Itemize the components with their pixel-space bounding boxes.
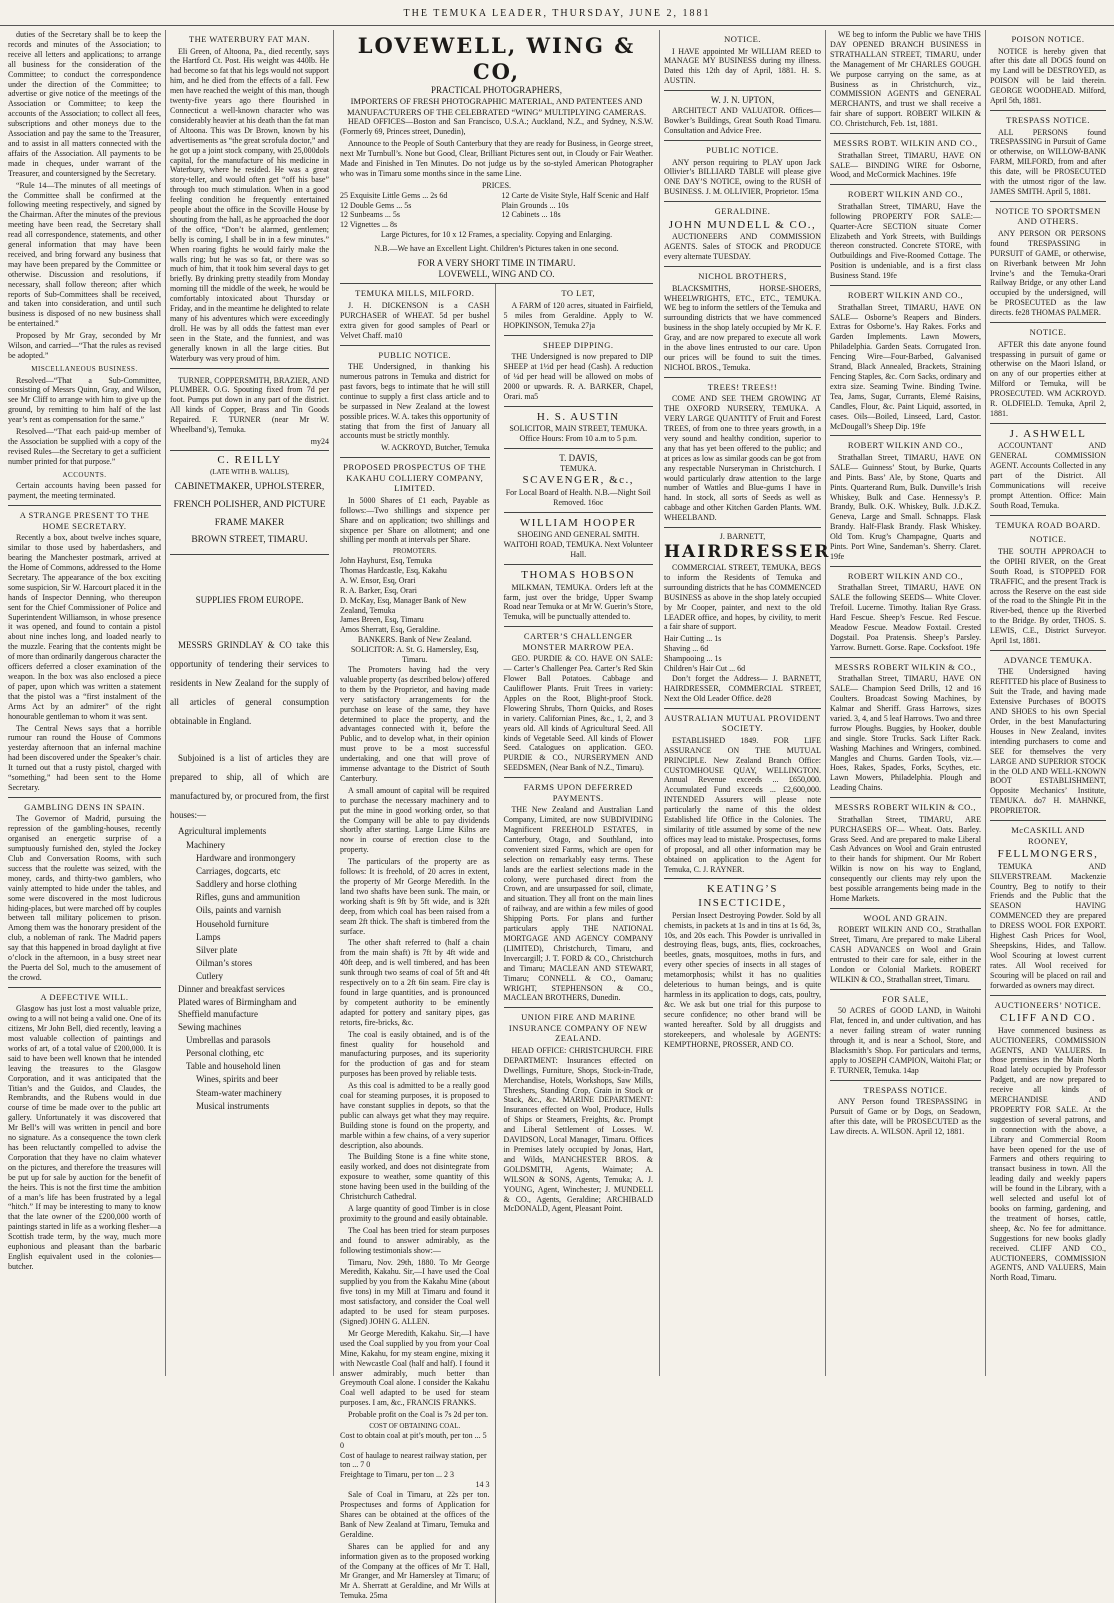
text-paragraph: The Central News says that a horrible rumour ran round the House of Commons yesterday afternoon that an infernal machine had been discovered under the Speaker’s chair. It turned out that a rusty pistol, charged with “something,” had been sent to the Home Secretary. bbox=[8, 723, 161, 792]
ad-text: Shares can be applied for and any information given as to the proposed working of the Company at the offices of Mr T. Hall, Mr Granger, and Mr Hamersley at Timaru; of Mr A. Sherratt at Geraldine, and Mr Wills at Temuka. 25ma bbox=[340, 1541, 490, 1601]
column-3-left bbox=[340, 284, 496, 1603]
ad-text: Strathallan Street, TIMARU, HAVE ON SALE— Champion Seed Drills, 12 and 16 Coulters. Broadcast Sowing Machines, by Kalmar and Sheriff. Grass Harrows, sizes varied. 3, 4, and 5 leaf Harrows. Two and three furrow Ploughs. Buggies, by Hooker, double and single. Store Trucks. Sack Lifter Rack. Washing Machines and Wringers, combined. Mangles and Churns. Garden Tools, viz.—Hoes, Rakes, Spades, Forks, Scythes, etc. Lawn Mowers, Philadelphia. Plough and Leading Chains. bbox=[830, 674, 981, 793]
divider bbox=[664, 201, 821, 202]
ad-text: ANY PERSON OR PERSONS found TRESPASSING in PURSUIT of GAME, or otherwise, on Riverbank between Mr John Irvine’s and the Temuka-Orari Railway Bridge, or any other Land occupied by the undersigned, will be PROSECUTED as the law directs. fe28 THOMAS PALMER. bbox=[990, 228, 1106, 318]
ad-text: A FARM of 120 acres, situated in Fairfield, 5 miles from Geraldine. Apply to W. HOPKINSON, Temuka 27ja bbox=[503, 300, 653, 330]
ad-line: TEMUKA. bbox=[560, 464, 597, 474]
ad-line: Large Pictures, for 10 x 12 Frames, a speciality. Copying and Enlarging. bbox=[380, 230, 613, 240]
ad-text: Don’t forget the Address— J. BARNETT, HAIRDRESSER, COMMERCIAL STREET, Next the Old Leader Office. de28 bbox=[664, 674, 821, 703]
ad-heading: PUBLIC NOTICE. bbox=[706, 145, 779, 156]
list-item: Oilman’s stores bbox=[196, 957, 253, 968]
ad-line: FOR A VERY SHORT TIME IN TIMARU. bbox=[417, 258, 576, 269]
ad-text: MESSRS GRINDLAY & CO take this opportunity of tendering their services to residents in New Zealand for the supply of all articles of general consumption obtainable in England. bbox=[170, 640, 329, 726]
ad-heading: UNION FIRE AND MARINE INSURANCE COMPANY OF NEW ZEALAND. bbox=[508, 1012, 648, 1044]
price-row: Shampooing ... 1s bbox=[664, 654, 722, 664]
column-1 bbox=[4, 30, 166, 1376]
article-heading: A STRANGE PRESENT TO THE HOME SECRETARY. bbox=[19, 510, 150, 531]
ad-title: HAIRDRESSER bbox=[664, 541, 831, 562]
text-paragraph: The Governor of Madrid, pursuing the repression of the gambling-houses, recently organised an energetic surprise of a sumptuously furnished den, styled the Jockey Club and Conversation Rooms, with such success that the roulette was seized, with the money, cards, and thirty-two gamblers, who vainly attempted to hide under the tables, and some were discovered in the most ludicrous hiding-places, but were marched off by couples between tall military policemen to prison. Among them was the honorary president of the club, a nobleman of rank. The Madrid papers say that this happened in broad daylight at five o’clock in the afternoon, in a busy street near the Puerta del Sol, much to the amusement of the crowd. bbox=[8, 814, 161, 982]
divider bbox=[504, 626, 654, 627]
text-paragraph: Proposed by Mr Gray, seconded by Mr Wilson, and carried—“That the rules as revised be adopted.” bbox=[8, 331, 161, 360]
ad-text: THE Undersigned, in thanking his numerous patrons in Temuka and district for past favors, begs to intimate that he will still continue to supply a first class article and to be surpassed in New Zealand at the lowest possible prices. W. A. takes this opportunity of stating that from the first of January all accounts must be strictly monthly. bbox=[340, 362, 490, 441]
ad-text: Probable profit on the Coal is 7s 2d per ton. bbox=[348, 1410, 488, 1420]
ad-heading: W. J. N. UPTON, bbox=[710, 95, 775, 106]
list-item: Steam-water machinery bbox=[196, 1087, 282, 1098]
ad-signature: W. ACKROYD, Butcher, Temuka bbox=[381, 443, 490, 453]
ad-text: ACCOUNTANT AND GENERAL COMMISSION AGENT. Accounts Collected in any part of the District. All Communications will receive prompt Attention. Office: Main South Road, Temuka. bbox=[990, 441, 1106, 510]
ad-heading: MESSRS ROBT. WILKIN AND CO., bbox=[833, 138, 978, 149]
goods-list bbox=[170, 826, 329, 1111]
list-item: Thomas Hardcastle, Esq, Kakahu bbox=[340, 565, 447, 575]
ad-text: I HAVE appointed Mr WILLIAM REED to MANAGE MY BUSINESS during my illness. Dated this 12th day of April, 1881. H. S. AUSTIN. bbox=[664, 46, 821, 86]
divider bbox=[990, 322, 1106, 323]
ad-heading: NOTICE. bbox=[724, 34, 761, 44]
cost-row: Cost of haulage to nearest railway station, per ton ... 7 0 bbox=[340, 1450, 487, 1470]
text-paragraph: Resolved—“That a Sub-Committee, consisting of Messrs Quinn, Gray, and Wilson, see Mr Cliff to arrange with him to give up the ground, by remitting to him half of the last year’s rent as compensation for the same.” bbox=[8, 375, 161, 425]
ad-text: A large quantity of good Timber is in close proximity to the ground and easily obtainable. bbox=[340, 1204, 490, 1223]
ad-text: Strathallan Street, TIMARU, Have the following PROPERTY FOR SALE:— Quarter-Acre SECTION situate Corner Elizabeth and York Streets, with Buildings thereon constructed. Concrete STORE, with Outbuildings and Five-Roomed Cottage. The Position is undeniable, and is a first class Business Stand. 19fe bbox=[830, 201, 981, 281]
divider bbox=[340, 345, 490, 346]
columns bbox=[4, 30, 1110, 1601]
ad-heading: ROBERT WILKIN AND CO., bbox=[847, 189, 964, 200]
section-heading: ACCOUNTS. bbox=[62, 470, 107, 479]
ad-signature: LOVEWELL, WING AND CO. bbox=[438, 269, 555, 280]
ad-text: The coal is easily obtained, and is of the finest quality for household and manufacturing purposes, and its superiority for the production of gas and for steam purposes has been proved by reliable tests. bbox=[340, 1029, 490, 1079]
masthead: THE TEMUKA LEADER, THURSDAY, JUNE 2, 1881 bbox=[0, 4, 1114, 26]
ad-heading: SCAVENGER, &c., bbox=[522, 474, 635, 487]
ad-heading: CARTER’S CHALLENGER MONSTER MARROW PEA. bbox=[522, 631, 635, 652]
price-row: 12 Double Gems ... 5s bbox=[340, 200, 412, 210]
ad-heading: GERALDINE. bbox=[714, 206, 771, 217]
ad-text: SOLICITOR, MAIN STREET, TEMUKA. Office Hours: From 10 a.m to 5 p.m. bbox=[509, 424, 648, 444]
divider bbox=[504, 448, 654, 449]
ad-text: HEAD OFFICE: CHRISTCHURCH. FIRE DEPARTMENT: Insurances effected on Dwellings, Furniture, Shops, Stock-in-Trade, Merchandise, Hotels, Workshops, Saw Mills, Threshers, Standing Crop, Grain in Stock or Stack, &c., &c. MARINE DEPARTMENT: Insurances effected on Wool, Produce, Hulls of Ships or Steamers, Freights, &c. Prompt and Liberal Settlement of Losses. W. DAVIDSON, Local Manager, Timaru. Offices in Premises lately occupied by Jonas, Hart, and Wilds, MANCHESTER BROS. & GOLDSMITH, Agents, Waimate; A. WILSON & SONS, Agents, Temuka; A. J. YOUNG, Agent, Winchester; J. MUNDELL & CO., Agents, Geraldine; ARCHIBALD McDONALD, Agent, Pleasant Point. bbox=[503, 1045, 653, 1214]
ad-text: Strathallan Street, TIMARU, HAVE ON SALE— Guinness’ Stout, by Burke, Quarts and Pints. Bass’ Ale, by Stone, Quarts and Pints. Quarterand Rum, Bulk. Dunville’s Irish Whiskey, Bulk and Case. Hennessy’s P. Brandy, Bulk. O.K. Whiskey, Bulk. J.D.K.Z. Geneva, Large and Small. Schnapps. Flask Brandy. Half-Flask Brandy. Flask Whiskey. Old Tom. Krug’s Champagne, Quarts and Pints. Port Wine, Sandeman’s. Sherry. Claret. 19fe bbox=[830, 452, 981, 561]
list-item: Agricultural implements bbox=[178, 826, 267, 837]
ad-heading: NOTICE. bbox=[1029, 534, 1067, 545]
ad-title: CLIFF AND CO. bbox=[999, 1012, 1097, 1025]
ad-text: The Coal has been tried for steam purposes and found to answer admirably, as the following testimonials show:— bbox=[340, 1225, 490, 1255]
text-paragraph: duties of the Secretary shall be to keep the records and minutes of the Association; to receive all letters and applications; to arrange all business for the consideration of the Committee; to conduct the correspondence under the direction of the Committee; to advertise or give notice of the meetings of the Association or Committee; to keep the accounts of the Association; to collect all fees, subscriptions and other moneys due to the Association and pay the same to the Treasurer, and to assist in all matters connected with the affairs of the Association. All payments to be made in cheques, under warrant of the Treasurer, and countersigned by the Secretary. bbox=[8, 30, 161, 178]
list-item: Umbrellas and parasols bbox=[186, 1034, 271, 1045]
ad-text: SHOEING AND GENERAL SMITH. WAITOHI ROAD, TEMUKA. Next Volunteer Hall. bbox=[503, 530, 653, 560]
ad-text: COME AND SEE THEM GROWING AT THE OXFORD NURSERY, TEMUKA. A VERY LARGE QUANTITY of Fruit and Forest TREES, of from one to three years growth, in a very sound and healthy condition, superior to any that has yet been offered to the public; and at prices as low as similar goods can be got from any respectable Nurseryman in Christchurch. I would particularly draw attention to the large number of Wattles and Blue-gums I have in hand. In stock, all sorts of Seeds as well as cabbage and other Kitchen Garden Plants. WM. WHEELBAND. bbox=[664, 394, 821, 523]
ad-heading: NICHOL BROTHERS, bbox=[698, 271, 787, 282]
ad-line: BANKERS. Bank of New Zealand. bbox=[357, 635, 472, 645]
ad-text: Strathallan Street, TIMARU, HAVE ON SALE— BINDING WIRE for Osborne, Wood, and McCormick Machines. 19fe bbox=[830, 150, 981, 180]
article-heading: A DEFECTIVE WILL. bbox=[40, 991, 129, 1002]
divider bbox=[504, 564, 654, 565]
ad-title: SUPPLIES FROM EUROPE. bbox=[195, 595, 304, 606]
cost-row: Freightage to Timaru, per ton ... 2 3 bbox=[340, 1470, 454, 1480]
divider bbox=[830, 184, 981, 185]
divider bbox=[8, 987, 161, 988]
advertisement-grindlay bbox=[170, 555, 329, 1112]
ad-text: TURNER, COPPERSMITH, BRAZIER, AND PLUMBER. O.G. Spouting fixed from 7d per foot. Pumps put down in any part of the district. All kinds of Copper, Brass and Tin Goods Repaired. F. TURNER (near Mr W. Wheelband’s), Temuka. bbox=[170, 375, 329, 435]
ad-text: A small amount of capital will be required to purchase the necessary machinery and to put the mine in good working order, so that the Company will be able to pay dividends shortly after starting. Large Lime Kilns are now in course of erection close to the property. bbox=[340, 785, 490, 855]
divider bbox=[8, 797, 161, 798]
list-item: Lamps bbox=[196, 931, 221, 942]
divider bbox=[830, 989, 981, 990]
column-6 bbox=[986, 30, 1110, 1376]
divider bbox=[664, 377, 821, 378]
divider bbox=[664, 878, 821, 879]
article-heading: GAMBLING DENS IN SPAIN. bbox=[24, 801, 145, 812]
list-item: Amos Sherratt, Esq, Geraldine. bbox=[340, 625, 440, 635]
ad-text: TEMUKA AND SILVERSTREAM. Mackenzie Country, Beg to notify to their Friends and the Public that the SEASON HAVING COMMENCED they are prepared to DRESS WOOL FOR EXPORT. Highest Cash Prices for Wool, Sheepskins, Hides, and Tallow. Wool Scouring at lowest current rates. All Wool received for Scouring will be placed on rail and forwarded as owners may direct. bbox=[990, 861, 1106, 990]
ad-heading: FARMS UPON DEFERRED PAYMENTS. bbox=[523, 782, 633, 803]
text-paragraph: Glasgow has just lost a most valuable prize, owing to a will not being a valid one. One of its citizens, Mr John Bell, died recently, leaving a most valuable collection of paintings and works of art, of a total value of £200,000. It is said to have been well known that he intended leaving the treasures to the Glasgow Corporation, and it was anticipated that the Titian’s and the Guidos, and Claudes, the Rembrandts, and the Rubens would in due course of time be made over to the public art gallery. Unfortunately it was discovered that Mr Bell’s will was written in pencil and bore no signature. As a consequence the town clerk has been reluctantly compelled to advise the Corporation that they have no claim whatever on the pictures, and therefore the treasures will be put up for sale by auction for the benefit of the heirs. This is not the first time the ambition of a man’s life has been frustrated by a legal “hitch.” If may be interesting to many to know that the late owner of the £200,000 worth of paintings started in life as a working flesher—a Scottish trade term, by the way, much more euphonious and pleasant than the barbaric English equivalent used in the colonies—butcher. bbox=[8, 1004, 161, 1271]
ad-text: GEO. PURDIE & CO. HAVE ON SALE:— Carter’s Challenger Pea. Carter’s Red Skin Flower Ball Potatoes. Cabbage and Cauliflower Plants. Fruit Trees in variety: Apples on the Root, Blight-proof Stock. Flowering Shrubs, Thorn Quicks, and Roses in variety. Californian Pines, &c., 1, 2, and 3 years old. All kinds of Agricultural Seed. All kinds of Vegetable Seed. All kinds of Flower Seed. Catalogues on application. GEO. PURDIE & CO., NURSERYMEN AND SEEDSMEN, (Near Bank of N.Z., Timaru). bbox=[503, 654, 653, 773]
list-item: Personal clothing, etc bbox=[186, 1048, 264, 1059]
divider bbox=[990, 515, 1106, 516]
list-item: Dinner and breakfast services bbox=[178, 984, 285, 995]
ad-title: FELLMONGERS, bbox=[997, 848, 1099, 861]
ad-line: BROWN STREET, TIMARU. bbox=[191, 535, 308, 546]
column-5 bbox=[826, 30, 986, 1376]
list-item: Carriages, dogcarts, etc bbox=[196, 865, 281, 876]
ad-heading: J. BARNETT, bbox=[719, 532, 766, 542]
divider bbox=[504, 1007, 654, 1008]
ad-heading: TREES! TREES!! bbox=[707, 381, 778, 392]
divider bbox=[990, 201, 1106, 202]
ad-text: Announce to the People of South Canterbury that they are ready for Business, in George street, next Mr Turnbull’s. None but Good, Clear, Brilliant Pictures sent out, in Cloudy or Fair Weather. Made and Finished in Ten Minutes. Do not judge us by the so-styled American Photographer who was in Timaru some months since in the same Line. bbox=[340, 139, 653, 178]
ad-heading: NOTICE TO SPORTSMEN AND OTHERS. bbox=[995, 205, 1101, 227]
divider bbox=[504, 777, 654, 778]
divider bbox=[830, 797, 981, 798]
divider bbox=[830, 285, 981, 286]
price-row: 12 Sunbeams ... 5s bbox=[340, 210, 400, 220]
price-row: Children’s Hair Cut ... 6d bbox=[664, 664, 746, 674]
ad-text: Strathallan Street, TIMARU, HAVE ON SALE— Osborne’s Reapers and Binders. Extras for Osborne’s. Hay Rakes. Forks and Garden Implements. Lawn Mowers, Philadelphia. Garden Seats. Corrugated Iron. Fencing Wire—Four-Barbed, Galvanised Strand, Black Annealed, Brackets, Straining Fencing Staples, &c. Corn Sacks, ordinary and extra size. Seaming Twine. Binding Twine. Tea, Jams, Sugar, Currants, Elemé Raisins, Candles, Flour, &c. Paint Liquid, assorted, in cases. Oils—Boiled, Linseed, Lard, Castor. McDougall’s Sheep Dip. 19fe bbox=[830, 302, 981, 431]
ad-text: The Promoters having had the very valuable property (as described below) offered to them by the Proprietor, and having made very satisfactory arrangements for the purchase on lease of the same, they have determined to place the property, and the advantages connected with it, before the Public, and to develop what, in their opinion must prove to be a most successful undertaking, and one that will prove of immense advantage to the District of South Canterbury. bbox=[340, 664, 490, 783]
divider bbox=[664, 527, 821, 528]
ad-heading: TO LET, bbox=[561, 288, 596, 299]
divider bbox=[504, 335, 654, 336]
ad-heading: POISON NOTICE. bbox=[1011, 34, 1085, 44]
divider bbox=[8, 505, 161, 506]
ad-line: CABINETMAKER, UPHOLSTERER, bbox=[174, 482, 325, 493]
list-item: R. A. Barker, Esq, Orari bbox=[340, 585, 417, 595]
list-item: Oils, paints and varnish bbox=[196, 905, 281, 916]
divider bbox=[664, 708, 821, 709]
ad-heading: J. ASHWELL bbox=[1009, 427, 1087, 440]
list-item: Household furniture bbox=[196, 918, 269, 929]
ad-text: J. H. DICKENSON is a CASH PURCHASER of WHEAT. 5d per bushel extra given for good samples of Pearl or Velvet Chaff. ma10 bbox=[340, 300, 490, 340]
list-item: Cutlery bbox=[196, 971, 223, 982]
list-item: Plated wares of Birmingham and Sheffield manufacture bbox=[178, 997, 297, 1019]
ad-text: ALL PERSONS found TRESPASSING in Pursuit of Game or otherwise, on WILLOW-BANK FARM, MILFORD, from and after this date, will be PROSECUTED with the utmost rigor of the law. JAMES SMITH. April 5, 1881. bbox=[990, 127, 1106, 196]
list-item: Table and household linen bbox=[186, 1061, 281, 1072]
ad-heading: AUSTRALIAN MUTUAL PROVIDENT SOCIETY. bbox=[664, 712, 821, 734]
ad-heading: PUBLIC NOTICE. bbox=[378, 349, 452, 360]
ad-text: AUCTIONEERS AND COMMISSION AGENTS. Sales of STOCK and PRODUCE every alternate TUESDAY. bbox=[664, 232, 821, 262]
ad-heading: WOOL AND GRAIN. bbox=[863, 912, 948, 923]
text-paragraph: Certain accounts having been passed for payment, the meeting terminated. bbox=[8, 481, 161, 501]
ad-line: FRENCH POLISHER, AND PICTURE bbox=[173, 499, 326, 510]
ad-heading: MESSRS ROBERT WILKIN & CO., bbox=[834, 802, 977, 813]
ad-text: Persian Insect Destroying Powder. Sold by all chemists, in packets at 1s and in tins at 1s 6d, 3s, 10s, and 20s each. This Powder is unrivalled in destroying fleas, bugs, ants, flies, cockroaches, beetles, gnats, mosquitoes, moths in furs, and every other species of insects in all stages of metamorphosis; whilst it has no qualities deleterious to human beings, and is quite harmless in its application to dogs, cats, poultry, &c. We ask but one trial for this purpose to secure confidence; no other brand will be wanted hereafter. Sold by all druggists and storekeepers, and wholesale by AGENTS: KEMPTHORNE, PROSSER, AND CO. bbox=[664, 910, 821, 1049]
ad-text: ANY person requiring to PLAY upon Jack Ollivier’s BILLIARD TABLE will please give ONE DAY’S NOTICE, owing to the RUSH of BUSINESS. J. M. OLLIVIER, Proprietor. 15ma bbox=[664, 157, 821, 197]
ad-text: THE Undersigned having REFITTED his place of Business to Suit the Trade, and having made Extensive Purchases of BOOTS AND SHOES to his own Special Order, in the best Manufacturing Houses in New Zealand, invites intending purchasers to come and SEE for themselves the very LARGE AND SUPERIOR STOCK in the OLD AND WELL-KNOWN BOOT ESTABLISHMENT, Opposite Mechanics’ Institute, TEMUKA. do7 H. MAHNKE, PROPRIETOR. bbox=[990, 667, 1106, 816]
divider bbox=[504, 512, 654, 513]
list-item: A. W. Ensor, Esq, Orari bbox=[340, 575, 416, 585]
divider bbox=[830, 566, 981, 567]
divider bbox=[664, 140, 821, 141]
cost-row: Cost to obtain coal at pit’s mouth, per ton ... 5 0 bbox=[340, 1430, 487, 1450]
cost-total: 14 3 bbox=[475, 1480, 490, 1490]
ad-text: ARCHITECT AND VALUATOR. Offices—Bowker’s Buildings, Great South Road Timaru. Consultation and Advice Free. bbox=[664, 106, 821, 136]
ad-heading: JOHN MUNDELL & CO., bbox=[668, 218, 817, 231]
price-col-left bbox=[340, 191, 492, 231]
list-item: John Hayhurst, Esq, Temuka bbox=[340, 556, 432, 566]
ad-heading: TEMUKA ROAD BOARD. bbox=[995, 519, 1101, 530]
price-row: 12 Vignettes ... 8s bbox=[340, 220, 398, 230]
ad-heading: TRESPASS NOTICE. bbox=[863, 1084, 948, 1095]
text-paragraph: “Rule 14—The minutes of all meetings of the Committee shall be confirmed at the following meeting respectively, and signed by the Chairman. After the minutes of the previous meeting have been read, the Secretary shall read all correspondence, statements, and other general information that may have been received, and bring forward any business that may have been prepared by the Committee or otherwise. Discussion and resolutions, if necessary, shall follow thereon; after which reports of Sub-Committees shall be received, and taken into consideration, and until such business is disposed of no new business shall be entertained.” bbox=[8, 180, 161, 329]
price-list bbox=[664, 634, 821, 674]
list-item: D. McKay, Esq, Manager Bank of New Zealand, Temuka bbox=[340, 595, 467, 615]
ad-text: THE New Zealand and Australian Land Company, Limited, are now SUBDIVIDING Magnificent FREEHOLD ESTATES, in Canterbury, Otago, and Southland, into convenient sized Farms, which are open for selection on remarkably easy terms. These lands are the earliest selections made in the colony, were purchased direct from the Crown, and are unsurpassed for soil, climate, and situation. They all front on the main lines of railway, and are within a few miles of good Shipping Ports. For plans and further particulars apply THE NATIONAL MORTGAGE AND AGENCY COMPANY (LIMITED), Christchurch, Timaru, and Invercargill; J. T. FORD & CO., Christchurch and Timaru; MACLEAN AND STEWART, Timaru; CONNELL & CO., Oamaru; WRIGHT, STEPHENSON & CO., MACLEAN BROTHERS, Dunedin. bbox=[503, 805, 653, 1003]
ad-line: (LATE WITH B. WALLIS), bbox=[210, 467, 289, 476]
ad-heading: KEATING’S INSECTICIDE, bbox=[698, 883, 787, 910]
ad-heading: WILLIAM HOOPER bbox=[519, 516, 637, 529]
ad-text: The particulars of the property are as follows: It is freehold, of 20 acres in extent, the property of Mr George Meredith. In the land two shafts have been sunk. The main, or working shaft is 9ft by 5ft wide, and is 32ft deep, from which coal has been raised from a seam 2ft thick. The shaft is timbered from the surface. bbox=[340, 857, 490, 936]
ad-subtitle: IMPORTERS OF FRESH PHOTOGRAPHIC MATERIAL, AND PATENTEES AND MANUFACTURERS OF THE CELEBRATED “WING” MULTIPLYING CAMERAS. bbox=[346, 96, 647, 117]
divider bbox=[990, 110, 1106, 111]
promoter-list bbox=[340, 556, 490, 635]
ad-heading: PROPOSED PROSPECTUS OF THE KAKAHU COLLIERY COMPANY, LIMITED. bbox=[343, 462, 487, 494]
divider bbox=[830, 657, 981, 658]
list-item: Sewing machines bbox=[178, 1021, 242, 1032]
divider bbox=[990, 995, 1106, 996]
ad-subtitle: PRACTICAL PHOTOGRAPHERS, bbox=[430, 85, 563, 96]
list-item: Wines, spirits and beer bbox=[196, 1074, 279, 1085]
advertisement-turner bbox=[170, 373, 329, 451]
ad-heading: ROBERT WILKIN AND CO., bbox=[847, 290, 964, 301]
column-4 bbox=[660, 30, 831, 1376]
ad-heading: NOTICE. bbox=[1029, 327, 1067, 338]
ad-text: The Building Stone is a fine white stone, easily worked, and does not disintegrate from exposure to weather, some quantity of this stone having been used in the building of the Christchurch Cathedral. bbox=[340, 1152, 490, 1202]
divider bbox=[990, 650, 1106, 651]
list-item: Silver plate bbox=[196, 944, 238, 955]
column-2 bbox=[166, 30, 334, 1376]
ad-heading: THOMAS HOBSON bbox=[521, 568, 636, 581]
price-row: 12 Carte de Visite Style, Half Scenic and Half Plain Grounds ... 10s bbox=[501, 190, 649, 210]
article-heading: THE WATERBURY FAT MAN. bbox=[188, 34, 311, 44]
list-item: Musical instruments bbox=[196, 1100, 270, 1111]
ad-text: ROBERT WILKIN AND CO., Strathallan Street, Timaru, Are prepared to make Liberal CASH ADVANCES on Wool and Grain entrusted to their care for sale, either in the London or Colonial Markets. ROBERT WILKIN & CO., Strathallan street, Timaru. bbox=[830, 925, 981, 984]
ad-text: ANY Person found TRESPASSING in Pursuit of Game or by Dogs, on Seadown, after this date, will be PROSECUTED as the Law directs. A. WILSON. April 12, 1881. bbox=[830, 1097, 981, 1136]
divider bbox=[830, 1080, 981, 1081]
column-3-right bbox=[504, 284, 654, 1603]
ad-text: For Local Board of Health. N.B.—Night Soil Removed. 16oc bbox=[505, 487, 651, 507]
ad-text: Timaru, Nov. 29th, 1880. To Mr George Meredith, Kakahu. Sir,—I have used the Coal supplied by you from the Kakahu Mine (about five tons) in my Mill at Timaru and found it most satisfactory, and consider the Coal well adapted to be used for steam purposes. (Signed) JOHN G. ALLEN. bbox=[340, 1257, 490, 1326]
divider bbox=[830, 908, 981, 909]
ad-heading: ADVANCE TEMUKA. bbox=[1003, 654, 1093, 665]
list-item: Saddlery and horse clothing bbox=[196, 879, 297, 890]
ad-text: Strathallan Street, TIMARU, HAVE ON SALE the following SEEDS— White Clover. Trefoil. Lucerne. Timothy. Italian Rye Grass. Hard Fescue. Sheep’s Fescue. Red Fescue. Meadow Fescue. Meadow Foxtail. Crested Dogstail. Poa Pratensis. Sheep’s Parsley. Yarrow. Burnett. Gorse. Rape. Cocksfoot. 19fe bbox=[830, 583, 981, 652]
ad-text: In 5000 Shares of £1 each, Payable as follows:—Two shillings and sixpence per Share and on application; two shillings and sixpence per Share on allotment; and one shilling per month at intervals per Share. bbox=[340, 495, 490, 545]
ad-subheading: PROMOTERS. bbox=[392, 547, 437, 556]
ad-heading: ROBERT WILKIN AND CO., bbox=[847, 440, 964, 451]
advertisement-reilly bbox=[170, 451, 329, 555]
divider bbox=[830, 435, 981, 436]
ad-text: HEAD OFFICES—Boston and San Francisco, U.S.A.; Auckland, N.Z., and Sydney, N.S.W. (Formerly 69, Princes street, Dunedin), bbox=[340, 117, 653, 137]
ad-subheading: COST OF OBTAINING COAL. bbox=[369, 1422, 461, 1431]
ad-text: THE Undersigned is now prepared to DIP SHEEP at 1½d per head (Cash). A reduction of ¼d per head will be allowed on mobs of 2000 or upwards. R. A. BARKER, Chapel, Orari. ma5 bbox=[503, 352, 653, 401]
prices-heading: PRICES. bbox=[481, 180, 512, 190]
divider bbox=[664, 266, 821, 267]
divider bbox=[340, 457, 490, 458]
ad-text: MILKMAN, TEMUKA. Orders left at the farm, just over the bridge, Upper Swamp Road near Temuka or at Mr W. Guerin’s Store, Temuka, will be punctually attended to. bbox=[503, 582, 653, 622]
ad-text: As this coal is admitted to be a really good coal for steaming purposes, it is proposed to have constant supplies in depots, so that the public can always get what they may require. Building stone is found on the property, and marble within a few chains, of a very superior description, also abounds. bbox=[340, 1081, 490, 1150]
price-row: 12 Cabinets ... 18s bbox=[501, 210, 561, 220]
ad-heading: H. S. AUSTIN bbox=[536, 410, 620, 423]
ad-line: FRAME MAKER bbox=[214, 517, 285, 528]
ad-line: SOLICITOR: A. St. G. Hamersley, Esq, Timaru. bbox=[350, 645, 479, 665]
price-col-right bbox=[502, 191, 654, 231]
divider bbox=[504, 406, 654, 407]
price-row: Shaving ... 6d bbox=[664, 644, 709, 654]
advertisement-lovewell-wing bbox=[340, 30, 653, 284]
list-item: Rifles, guns and ammunition bbox=[196, 892, 300, 903]
list-item: James Breen, Esq, Timaru bbox=[340, 615, 424, 625]
section-heading: MISCELLANEOUS BUSINESS. bbox=[31, 364, 138, 373]
ad-text: THE SOUTH APPROACH to the OPIHI RIVER, on the Great South Road, is STOPPED FOR TRAFFIC, and the present Track is across the Reserve on the east side of the road to the Shingle Pit in the River-bed, thence up the Riverbed to the Bridge. By order, THOS. S. LEWIS, C.E., District Surveyor. April 1st, 1881. bbox=[990, 546, 1106, 646]
ad-heading: SHEEP DIPPING. bbox=[543, 339, 614, 350]
ad-text: ESTABLISHED 1849. FOR LIFE ASSURANCE ON THE MUTUAL PRINCIPLE. New Zealand Branch Office: CUSTOMHOUSE QUAY, WELLINGTON. Annual Revenue exceeds ... £650,000. Accumulated Fund exceeds ... £2,600,000. INTENDED Assurers will please note particularly the name of this the oldest Established life Office in the Colonies. The similarity of title assumed by some of the new offices may lead to mistake. Prospectuses, forms of proposal, and all other information may be obtained on application to the Agent for Temuka, C. J. RAYNER. bbox=[664, 735, 821, 874]
ad-text: Have commenced business as AUCTIONEERS, COMMISSION AGENTS, AND VALUERS. In those premises in the Main North Road lately occupied by Professor Padgett, and are now prepared to receive all kinds of MERCHANDISE AND PROPERTY FOR SALE. At the suggestion of several patrons, and in connection with the above, a Library and Commercial Room have been opened for the use of Farmers and others requiring to transact business in town. All the leading daily and weekly papers will be found in the Library, with a well selected and useful lot of books on farming, gardening, and the treatment of horses, cattle, sheep, &c. No fee for admittance. Suggestions for new books gladly received. CLIFF AND CO., AUCTIONEERS, COMMISSION AGENTS, AND VALUERS, Main North Road, Timaru. bbox=[990, 1025, 1106, 1283]
ad-title: C. REILLY bbox=[217, 453, 282, 466]
ad-text: The other shaft referred to (half a chain from the main shaft) is 7ft by 4ft wide and 40ft deep, and is well timbered, and has been sunk through two seams of coal of 5ft and 4ft respectively on to a 2ft 6in seam. Fire clay is found in large quantities, and is pronounced by competent authority to be eminently adapted for pottery and sanitary pipes, gas retorts, fire-bricks, &c. bbox=[340, 938, 490, 1027]
ad-heading: TRESPASS NOTICE. bbox=[1006, 114, 1090, 125]
ad-text: NOTICE is hereby given that after this date all DOGS found on my Land will be DESTROYED, as POISON will be laid therein. GEORGE WOODHEAD. Milford, April 5th, 1881. bbox=[990, 46, 1106, 106]
ad-heading: TEMUKA MILLS, MILFORD. bbox=[355, 288, 475, 299]
ad-text: Sale of Coal in Timaru, at 22s per ton. Prospectuses and forms of Application for Shares can be obtained at the offices of the Bank of New Zealand at Timaru, Temuka and Geraldine. bbox=[340, 1490, 490, 1539]
price-row: 25 Exquisite Little Gems ... 2s 6d bbox=[340, 190, 448, 200]
ad-text: 50 ACRES of GOOD LAND, in Waitohi Flat, fenced in, and under cultivation, and has a never failing stream of water running through it, and is near a School, Store, and Blacksmith’s Shop. For particulars and terms, apply to JOSEPH CAMPION, Waitohi Flat; or F. TURNER, Temuka. 14ap bbox=[830, 1006, 981, 1075]
divider bbox=[664, 90, 821, 91]
column-3-split bbox=[340, 284, 653, 1603]
text-paragraph: Eli Green, of Altoona, Pa., died recently, says the Hartford Ct. Post. His weight was 440lb. He had become so fat that his legs would not support him, and he died from the effects of a fall. Few men have reached the weight of this man, though twenty-five years ago there flourished in Connecticut a well-known character who was considerably heavier at his death than the fat man of Altoona. This was Dr Brown, known by his advertisements as “the great scrofula doctor,” and he got up a joint stock company, with 25,000dols capital, for the manufacture of his medicine in Waterbury, where he resided. He was a great story-teller, and would often get “off his base” through too much stimulation. When in a good feeling condition he frequently entertained people about the office in the Scoville House by shouting from the hall, as he approached the door of the office, “Don’t be alarmed, gentlemen; belly is coming, I shall be in in a few minutes.” When roaring fights he would fairly make the walls ring; but he was so fat, or there was so much of him, that it took him several days to get briefly. By drinking pretty steadily from Monday morning till the middle of the week, he would be comfortably intoxicated about Thursday or Friday, and in the meantime he delighted to relate many of his adventures which were exceedingly droll. He was by all odds the fattest man ever seen in the State, and the funniest, and was generally known in all the large cities. But Waterbury was very proud of him. bbox=[170, 46, 329, 363]
text-paragraph: Recently a box, about twelve inches square, similar to those used by haberdashers, and bearing the Manchester postmark, arrived at the Home of Commons, addressed to the Home Secretary. The appearance of the box exciting some suspicion, Sir W. Harcourt placed it in the hands of Inspector Denning, who thereupon sent for the Chief Commissioner of Police and Superintendent Williamson, in whose presence it was opened, and found to contain a pistol about nine inches long, and loaded nearly to the muzzle. Fearing that the contents might be of more than ordinarily dangerous character the officers deferred a closer examination of the weapon. In the box was also enclosed a piece of paper, upon which was written a statement that the pistol was a “first instalment of the Arms Act by an admirer” of the right honourable gentleman to whom it was sent. bbox=[8, 533, 161, 721]
ad-text: BLACKSMITHS, HORSE-SHOERS, WHEELWRIGHTS, ETC., ETC., TEMUKA. WE beg to inform the settlers of the Temuka and surrounding districts that we have commenced business in the shop lately occupied by Mr K. F. Gray, and are now prepared to execute all work in the above lines entrusted to our care. Upon our prices will be found to suit the times. NICHOL BROS., Temuka. bbox=[664, 283, 821, 372]
ad-text: AFTER this date anyone found trespassing in pursuit of game or otherwise on the Maori Island, or on any of our properties either at Milford or Temuka, will be PROSECUTED. WM ACKROYD. R. OLDFIELD. Temuka, April 2, 1881. bbox=[990, 339, 1106, 418]
ad-text: WE beg to inform the Public we have THIS DAY OPENED BRANCH BUSINESS in STRATHALLAN STREET, TIMARU, under the Management of Mr CHARLES GOUGH. We purpose carrying on the same, as at Business as in Christchurch, viz., COMMISSION AGENTS and GENERAL MERCHANTS, and trust we shall receive a fair share of support. ROBERT WILKIN & CO. Christchurch, Feb. 1st, 1881. bbox=[830, 30, 981, 129]
ad-heading: MESSRS ROBERT WILKIN & CO., bbox=[834, 661, 977, 672]
price-table bbox=[340, 191, 653, 231]
ad-heading: T. DAVIS, bbox=[559, 453, 598, 464]
ad-code: my24 bbox=[310, 436, 329, 446]
ad-line: N.B.—We have an Excellent Light. Children’s Pictures taken in one second. bbox=[374, 244, 619, 254]
ad-heading: AUCTIONEERS’ NOTICE. bbox=[994, 999, 1102, 1010]
divider bbox=[830, 133, 981, 134]
divider bbox=[990, 820, 1106, 821]
list-item: Machinery bbox=[186, 839, 225, 850]
ad-text: Strathallan Street, TIMARU, ARE PURCHASERS OF— Wheat. Oats. Barley. Grass Seed. And are prepared to make Liberal Cash Advances on Wool and Grain entrusted to their hands for shipment. Our Mr Robert Wilkin is now on his way to England, consequently our clients may rely upon the best possible arrangements being made in the Home Markets. bbox=[830, 814, 981, 903]
divider bbox=[170, 368, 329, 369]
ad-heading: McCASKILL AND ROONEY, bbox=[1011, 825, 1085, 846]
text-paragraph: Resolved—“That each paid-up member of the Association be supplied with a copy of the revised Rules—the Secretary to get a sufficient number printed for that purpose.” bbox=[8, 427, 161, 466]
price-row: Hair Cutting ... 1s bbox=[664, 634, 722, 644]
ad-text: Subjoined is a list of articles they are prepared to ship, all of which are manufactured by, or procured from, the first houses:— bbox=[170, 752, 329, 820]
divider bbox=[990, 423, 1106, 424]
ad-text: COMMERCIAL STREET, TEMUKA, BEGS to inform the Residents of Temuka and surrounding districts that he has COMMENCED BUSINESS as above in the shop lately occupied by Mr Cooper, painter, and next to the old LEADER office, and hopes, by civility, to merit a fair share of support. bbox=[664, 563, 821, 632]
ad-text: Mr George Meredith, Kakahu. Sir,—I have used the Coal supplied by you from your Coal Mine, Kakahu, for my steam engine, mixing it with Newcastle Coal (half and half). I found it answer admirably, much better than Greymouth Coal alone. I consider the Kakahu Coal well adapted to be used for steam purposes. I am, &c., FRANCIS FRANKS. bbox=[340, 1328, 490, 1408]
ad-heading: FOR SALE, bbox=[882, 993, 929, 1004]
ad-heading: ROBERT WILKIN AND CO., bbox=[847, 570, 964, 581]
column-3 bbox=[334, 30, 660, 1601]
list-item: Hardware and ironmongery bbox=[196, 852, 296, 863]
cost-table bbox=[340, 1431, 490, 1490]
ad-title: LOVEWELL, WING & CO, bbox=[357, 33, 636, 85]
